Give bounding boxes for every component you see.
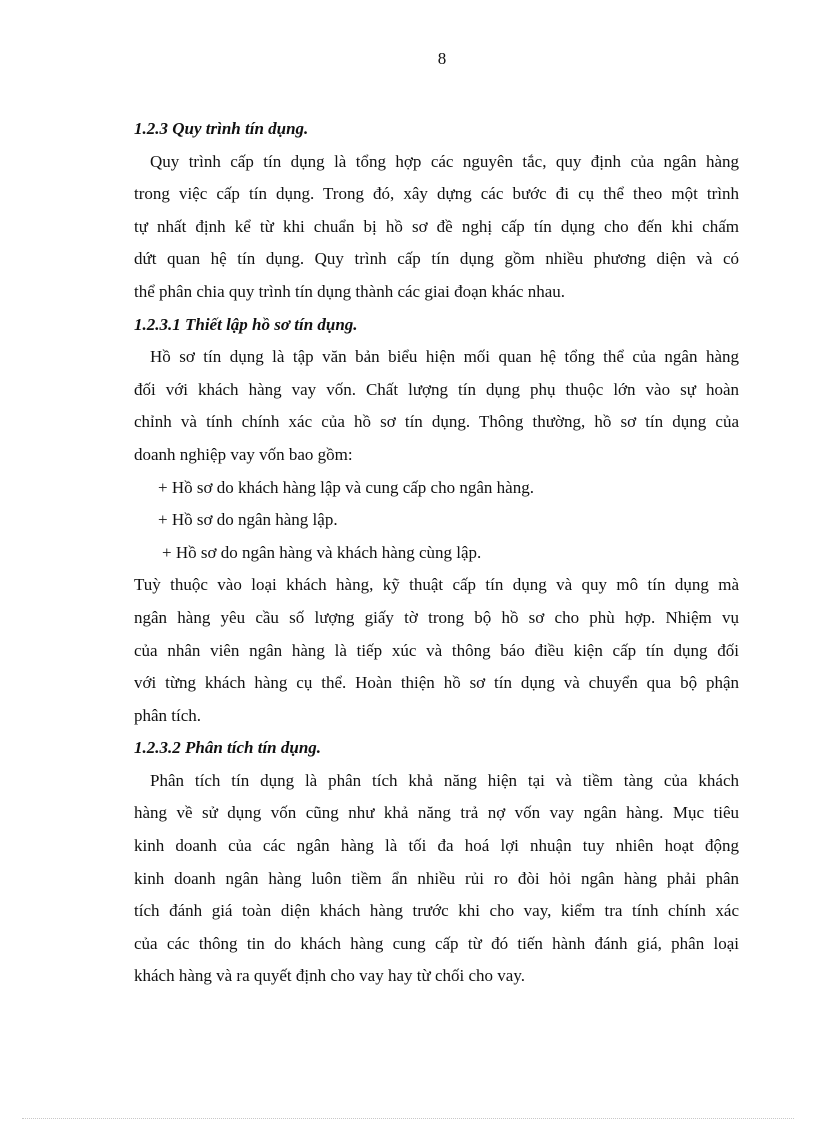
paragraph-line: tích đánh giá toàn diện khách hàng trước khi cho vay, kiểm tra tính chính xác [134,901,739,921]
paragraph-line: hàng về sử dụng vốn cũng như khả năng trả nợ vốn vay ngân hàng. Mục tiêu [134,803,739,823]
section-heading-1-2-3-1: 1.2.3.1 Thiết lập hồ sơ tín dụng. [134,314,358,334]
paragraph-line: trong việc cấp tín dụng. Trong đó, xây dựng các bước đi cụ thể theo một trình [134,184,739,204]
paragraph-line: khách hàng và ra quyết định cho vay hay từ chối cho vay. [134,966,525,986]
paragraph-line: thể phân chia quy trình tín dụng thành các giai đoạn khác nhau. [134,281,566,301]
paragraph-line: đối với khách hàng vay vốn. Chất lượng tín dụng phụ thuộc lớn vào sự hoàn [134,379,739,399]
section-heading-1-2-3: 1.2.3 Quy trình tín dụng. [134,119,309,138]
paragraph-line: Hồ sơ tín dụng là tập văn bản biểu hiện mối quan hệ tổng thể của ngân hàng [150,347,739,367]
paragraph-line: của các thông tin do khách hàng cung cấp từ đó tiến hành đánh giá, phân loại [134,933,739,953]
document-body [134,113,739,993]
page-bottom-rule [22,1118,794,1119]
paragraph-line: kinh doanh ngân hàng luôn tiềm ẩn nhiều rủi ro đòi hỏi ngân hàng phải phân [134,868,739,888]
paragraph-line: Quy trình cấp tín dụng là tổng hợp các nguyên tắc, quy định của ngân hàng [150,151,739,171]
bullet-item: + Hồ sơ do ngân hàng lập. [158,510,338,530]
paragraph-line: dứt quan hệ tín dụng. Quy trình cấp tín dụng gồm nhiều phương diện và có [134,249,739,269]
paragraph-line: doanh nghiệp vay vốn bao gồm: [134,444,353,464]
paragraph-line: của nhân viên ngân hàng là tiếp xúc và thông báo điều kiện cấp tín dụng đối [134,640,739,660]
paragraph-line: Phân tích tín dụng là phân tích khả năng hiện tại và tiềm tàng của khách [150,770,739,790]
paragraph-line: với từng khách hàng cụ thể. Hoàn thiện hồ sơ tín dụng và chuyển qua bộ phận [134,673,739,693]
paragraph-line: kinh doanh của các ngân hàng là tối đa hoá lợi nhuận tuy nhiên hoạt động [134,836,739,856]
paragraph-line: chỉnh và tính chính xác của hồ sơ tín dụng. Thông thường, hồ sơ tín dụng của [134,412,739,432]
section-heading-1-2-3-2: 1.2.3.2 Phân tích tín dụng. [134,738,322,758]
page-number: 8 [437,49,447,68]
paragraph-line: tự nhất định kể từ khi chuẩn bị hồ sơ đề nghị cấp tín dụng cho đến khi chấm [134,216,739,236]
bullet-item: + Hồ sơ do ngân hàng và khách hàng cùng lập. [162,542,482,562]
paragraph-line: Tuỳ thuộc vào loại khách hàng, kỹ thuật cấp tín dụng và quy mô tín dụng mà [134,575,739,595]
bullet-item: + Hồ sơ do khách hàng lập và cung cấp cho ngân hàng. [158,477,534,497]
paragraph-line: ngân hàng yêu cầu số lượng giấy tờ trong bộ hồ sơ cho phù hợp. Nhiệm vụ [134,607,739,627]
paragraph-line: phân tích. [134,705,202,725]
